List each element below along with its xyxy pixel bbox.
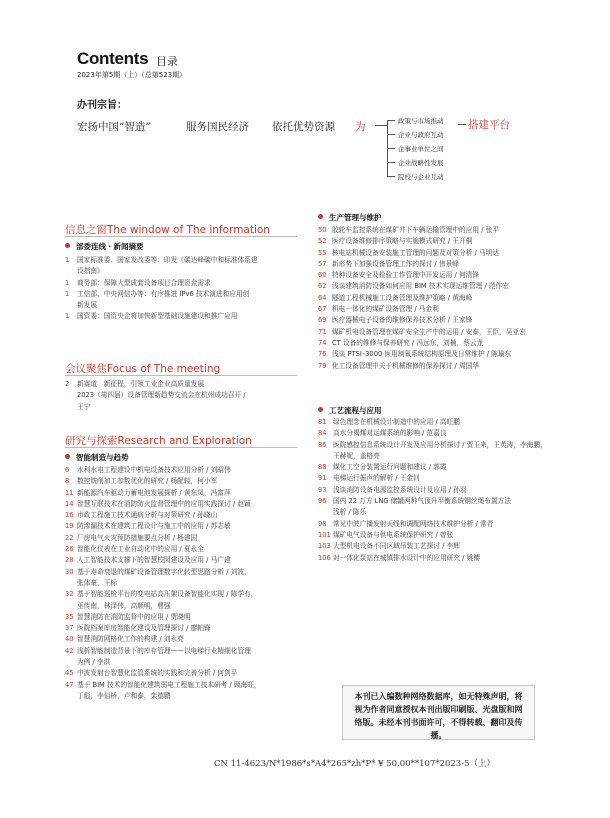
entry-title (77, 567, 251, 590)
entry-title (332, 293, 472, 304)
entry-title-line: 国资委：国资央企将加快新型基础设施建设和推广应用 (77, 312, 238, 321)
page-number: 42 (65, 646, 74, 655)
toc-entry (318, 462, 558, 473)
entry-title (77, 255, 258, 278)
entry-title-line: 浅谈 PTSI–3000 医用制氧系统结构原理及日常维护 / 陈瑜东 (332, 350, 512, 359)
toc-entry (65, 555, 305, 566)
toc-entry (318, 236, 558, 247)
page-number: 8 (65, 477, 70, 486)
entry-title-line: 人工智能技术支撑下的智慧校园建设及应用 / 马广建 (77, 556, 231, 565)
section-heading-info-window: 信息之窗The window of The information (65, 224, 270, 236)
entry-title (77, 379, 246, 413)
toc-entry (318, 338, 558, 349)
toc-entry (65, 289, 297, 312)
entry-title-line: 隧道工程机械施工设备管理及维护策略 / 黄海峰 (332, 293, 473, 302)
entry-title (77, 612, 191, 623)
entry-title (332, 327, 526, 338)
page-number: 14 (65, 499, 74, 508)
entry-title-line: 国内 22 万方 LNG 储罐两种气顶升平衡系统钢丝绳布置方法 (333, 497, 512, 506)
page-number: 86 (318, 440, 327, 449)
entry-title (333, 496, 511, 519)
entry-list-production (318, 225, 558, 372)
motto-1: 宏扬中国“智造” (77, 121, 151, 133)
page-number: 103 (318, 542, 331, 551)
copyright-notice-text: 本刊已入编数种网络数据库，如无特殊声明，将视为作者同意授权本刊出版印刷版、光盘版和网络版。未经本刊书面许可，不得转载、翻印及传播。 (354, 691, 523, 740)
subsection-heading: 生产管理与维护 (318, 212, 382, 223)
page-number: 26 (65, 545, 74, 554)
page-number: 71 (318, 327, 327, 336)
page-number: 106 (318, 553, 331, 562)
entry-title-line: 数控铣削加工参数优化的研究 / 杨配轻，柯小军 (77, 477, 218, 486)
entry-title (333, 541, 460, 552)
toc-entry (318, 304, 558, 315)
toc-entry (65, 668, 305, 679)
toc-entry (65, 465, 305, 476)
toc-entry (65, 499, 305, 510)
entry-title-line: 浅析智能制造背景下的库存管理——以电梯行业精细化管理 (77, 646, 251, 655)
toc-entry (318, 553, 558, 564)
entry-title (333, 462, 447, 473)
entry-title (77, 278, 211, 289)
toc-entry (318, 225, 558, 236)
entry-title (77, 465, 231, 476)
entry-title-line: 新赛道 新征程，引领工业企业高质量发展 (77, 380, 205, 388)
tree-branch (387, 120, 395, 121)
motto-2: 服务国民经济 (186, 121, 249, 133)
entry-title (77, 488, 231, 499)
entry-title (333, 417, 460, 428)
page-number: 1 (65, 312, 70, 321)
entry-title (332, 259, 459, 270)
entry-title (332, 248, 499, 259)
tree-item: 企业战略性发展 (398, 159, 444, 167)
toc-entry (318, 248, 558, 259)
entry-title-line: 常见中波广播发射天线和调配网络技术维护分析 / 常青 (333, 519, 494, 528)
tree-item: 政策与市场推动 (398, 117, 444, 125)
entry-title (332, 349, 511, 360)
toc-entry (65, 544, 305, 555)
page-number: 28 (65, 556, 74, 565)
tree-branch (387, 148, 395, 149)
entry-title-line: 中波发射台智慧化监管系统的实践和完善分析 / 何剑平 (77, 669, 238, 678)
entry-list-process (318, 417, 558, 564)
page-number: 93 (318, 485, 327, 494)
entry-title-line: 新发展 (77, 301, 98, 310)
entry-title (333, 485, 467, 496)
entry-title-line: 机电一体化的煤矿设备管理 / 马金利 (332, 305, 439, 314)
toc-entry (318, 361, 558, 372)
page-number: 62 (318, 282, 327, 291)
entry-title-line: 核电站机械设备安装施工管理的问题及对策分析 / 马明达 (332, 248, 500, 257)
entry-title-line: 水利水电工程建设中机电设备技术应用分析 / 刘昭伟 (77, 466, 231, 474)
entry-title-line: 绿色理念在机械设计制造中的应用 / 高旺鹏 (333, 418, 460, 426)
motto-for: 为 (355, 121, 366, 133)
toc-entry (318, 428, 558, 439)
entry-title (333, 473, 420, 484)
entry-title-line: 王赫妮，盖格亮 (333, 451, 380, 460)
entry-title (77, 289, 249, 312)
bullet-icon (65, 243, 70, 248)
entry-title-line: 基于寿命衰退的煤矿设备管理数字化转型思路分析 / 刘波， (77, 567, 251, 576)
entry-title (77, 476, 217, 487)
entry-title-line: 特种设备安全及检验工作管理中开发运用 / 何清锋 (332, 271, 479, 280)
entry-title (77, 623, 211, 634)
entry-title-line: 新形势下加强设备管理工作的探讨 / 伟景峰 (332, 259, 459, 268)
contents-title: Contents (77, 49, 149, 68)
issue-info: 2023年第5期（上）（总第523期） (77, 71, 187, 79)
entry-title-line: 化工设备管理中关于机械维修的保养探讨 / 周国华 (332, 361, 479, 370)
tree-branch (387, 176, 395, 177)
toc-entry (65, 510, 305, 521)
section-heading-research: 研究与探索Research and Exploration (65, 435, 252, 447)
toc-entry (318, 315, 558, 326)
entry-title (77, 533, 197, 544)
toc-entry (65, 567, 305, 590)
page-number: 64 (318, 293, 327, 302)
entry-title-line: 张体豪，王标 (77, 578, 118, 587)
entry-title (333, 519, 493, 530)
tree-connector-right (458, 124, 466, 125)
page-number: 22 (65, 533, 74, 542)
page-number: 32 (65, 590, 74, 599)
toc-entry (65, 533, 305, 544)
target-text: 搭建平台 (468, 119, 510, 131)
entry-title-line: 浅析 / 陈乐 (333, 508, 367, 517)
entry-title (332, 338, 483, 349)
subsection-heading: 部委连线・新闻摘要 (65, 241, 144, 252)
toc-entry (65, 646, 305, 669)
entry-title (77, 544, 204, 555)
toc-entry (318, 417, 558, 428)
toc-entry (318, 496, 558, 519)
entry-title (332, 270, 479, 281)
entry-title-line: 基于 BIM 技术的智能化建筑弱电工程施工技术研考 / 顾海旺， (77, 680, 261, 689)
entry-title (77, 680, 261, 703)
page-number: 6 (65, 466, 70, 474)
entry-list-research (65, 465, 305, 702)
toc-entry (65, 612, 305, 623)
page-number: 98 (318, 519, 327, 528)
entry-title-line: 对一体化泵站在城镇排水设计中的应用研究 / 姚樱 (333, 553, 480, 562)
entry-list-meeting (65, 379, 297, 413)
entry-title (332, 281, 509, 292)
entry-title (77, 521, 231, 532)
page-number: 37 (65, 624, 74, 633)
motto-3: 依托优势资源 (272, 121, 335, 133)
entry-title-line: 煤矿机电设备管理在煤矿安全生产中的运用 / 安泰，王臣，吴亚宏 (332, 327, 526, 336)
entry-title (332, 361, 479, 372)
page-number: 74 (318, 338, 327, 347)
page-number: 35 (65, 612, 74, 621)
toc-entry (318, 259, 558, 270)
entry-title (77, 555, 231, 566)
toc-entry (318, 270, 558, 281)
entry-title-line: 丁彪，李佰桥，卢和泰，栾德鹏 (77, 691, 171, 700)
entry-title (77, 634, 184, 645)
page-number: 1 (65, 289, 70, 298)
entry-title-line: 商务部：保障大型成套设备项目合理资金需求 (77, 278, 211, 287)
section-rule (65, 236, 297, 237)
entry-title (332, 315, 472, 326)
page-number: 69 (318, 316, 327, 325)
entry-title (333, 553, 480, 564)
tree-item: 企业与政府互动 (398, 131, 444, 139)
entry-title (332, 225, 499, 236)
toc-entry (318, 473, 558, 484)
entry-title-line: 浅谈建筑消防设备如何应用 BIM 技术实现运维管理 / 范作宏 (332, 282, 509, 291)
entry-title-line: 大型机电设备不同区域吊装工艺探讨 / 李辉 (333, 542, 460, 551)
entry-title-line: 王宁 (77, 402, 91, 411)
page-number: 16 (65, 511, 74, 520)
entry-title-line: 医疗设备维修排序策略与实施模式研究 / 王开桐 (332, 237, 473, 246)
entry-title (332, 304, 439, 315)
toc-entry (65, 476, 305, 487)
entry-title-line: 浅谈消防设备电源监控系统设计及应用 / 孙羽 (333, 485, 467, 494)
entry-title-line: 2023（第四届）设备管理新趋势交流会在杭州成功召开 / (77, 391, 246, 400)
entry-title (332, 236, 472, 247)
toc-entry (318, 541, 558, 552)
page-number: 1 (65, 278, 70, 287)
toc-entry (65, 311, 297, 322)
entry-title-line: 智慧消防在消防监督中的应用 / 贾晓明 (77, 612, 191, 621)
bullet-icon (65, 454, 70, 459)
toc-entry (65, 278, 297, 289)
toc-entry (318, 519, 558, 530)
entry-title-line: 煤矿电气设备与供电系统保护研究 / 曾张 (333, 530, 454, 539)
tree-connector (375, 125, 387, 126)
entry-title-line: 工信部、中央网信办等：有序推进 IPv6 技术演进和应用创 (77, 289, 250, 298)
entry-title-line: 智慧互联技术在消防防火监督管理中的应用实践探讨 / 赵颖 (77, 499, 251, 508)
page-number: 81 (318, 418, 327, 426)
bullet-icon (318, 407, 323, 412)
toc-entry (65, 379, 297, 413)
toc-entry (65, 623, 305, 634)
page-number: 79 (318, 361, 327, 370)
tree-branch (387, 162, 395, 163)
entry-title (77, 510, 217, 521)
entry-title-line: 医院感控信息系统设计开发及应用分析探讨 / 贾玉来，王英涛，李海鹏， (333, 440, 547, 449)
page-number: 2 (65, 380, 70, 388)
entry-title-line: 智慧消防网格化工作的构建 / 刘永亮 (77, 635, 184, 644)
toc-entry (318, 281, 558, 292)
entry-title-line: 基于智能巡检平台的变电站高压架设备智能化实现 / 陈学有， (77, 590, 258, 599)
entry-title (77, 589, 257, 612)
entry-title-line: 市政工程施工技术通病分析与对策研究 / 孙晓山 (77, 511, 218, 520)
entry-title-line: CT 设备的维修与保养研究 / 冯远东，刘楠，蔡云龙 (332, 338, 484, 347)
subsection-heading: 智能制造与趋势 (65, 452, 129, 463)
toc-entry (318, 293, 558, 304)
toc-entry (65, 488, 305, 499)
page-number: 11 (65, 488, 74, 497)
toc-entry (318, 349, 558, 360)
entry-title-line: 高水分褐煤对运煤系统的影响 / 范嘉良 (333, 429, 447, 438)
contents-cn-title: 目录 (156, 55, 178, 68)
toc-entry (65, 589, 305, 612)
page-number: 50 (318, 226, 327, 234)
tree-branch (387, 134, 395, 135)
page-number: 40 (65, 635, 74, 644)
entry-title-line: 为例 / 李洪 (77, 658, 111, 667)
page-number: 76 (318, 350, 327, 359)
entry-title (77, 646, 251, 669)
publication-code: CN 11-4623/N*1986*s*A4*265*zh*P* ¥ 50.00**107*2023-5（上） (214, 759, 495, 769)
tree-item: 企事业单位之间 (398, 145, 444, 153)
section-rule (65, 447, 297, 448)
subsection-heading: 工艺流程与应用 (318, 405, 382, 416)
entry-title-line: 煤化工空分装置运行问题和建议 / 郭霞 (333, 463, 447, 472)
page-number: 55 (318, 248, 327, 257)
toc-entry (318, 327, 558, 338)
entry-title (333, 440, 547, 463)
entry-title-line: 设指南》 (77, 267, 104, 276)
entry-title (77, 668, 237, 679)
entry-title-line: 厂房电气火灾预防措施要点分析 / 杨建国 (77, 533, 198, 542)
entry-title-line: 巫传南，林泽伟，高顺明，曹强 (77, 601, 171, 610)
entry-title-line: 胶轮车监控系统在煤矿井下车辆运输管理中的应用 / 张平 (332, 226, 500, 234)
entry-title-line: 智能化仪表在工业自动化中的应用 / 夏永全 (77, 545, 204, 554)
entry-title (333, 428, 447, 439)
page-number: 47 (65, 680, 74, 689)
page-number: 96 (318, 497, 327, 506)
page-number: 60 (318, 271, 327, 280)
page-number: 67 (318, 305, 327, 314)
bullet-icon (318, 214, 323, 219)
page-number: 84 (318, 429, 327, 438)
copyright-notice-box (342, 685, 535, 740)
entry-title-line: 医院档案库房智能化建设及管理探讨 / 廖帕锋 (77, 624, 211, 633)
purpose-label: 办刊宗旨： (77, 100, 127, 111)
entry-title (77, 499, 251, 510)
toc-entry (318, 530, 558, 541)
page-number: 19 (65, 522, 74, 531)
entry-title-line: 医疗器械电子设备的维修保养技术分析 / 王家锋 (332, 316, 473, 325)
toc-entry (65, 255, 297, 278)
entry-title-line: 电梯运行振声的解析 / 王金钊 (333, 474, 420, 483)
toc-entry (318, 440, 558, 463)
entry-title (77, 311, 238, 322)
entry-title-line: 国家标准委、国家发改委等：印发《碳达峰碳中和标准体系建 (77, 256, 258, 264)
page-number: 91 (318, 474, 327, 483)
entry-title-line: 防渗漏技术在建筑工程设计与施工中的应用 / 苏志敏 (77, 522, 231, 531)
entry-title (333, 530, 453, 541)
toc-entry (318, 485, 558, 496)
toc-entry (65, 634, 305, 645)
toc-entry (65, 680, 305, 703)
entry-list-info (65, 255, 297, 323)
section-heading-meeting: 会议聚焦Focus of The meeting (65, 363, 221, 375)
entry-title-line: 新能源汽车驱动力蓄电池发展探析 / 黄东凤，冯富萍 (77, 488, 231, 497)
page-number: 57 (318, 259, 327, 268)
tree-item: 院校与企业互动 (398, 173, 444, 181)
page-number: 52 (318, 237, 327, 246)
page-number: 1 (65, 256, 70, 264)
page-number: 88 (318, 463, 327, 472)
page-number: 45 (65, 669, 74, 678)
toc-entry (65, 521, 305, 532)
page-number: 30 (65, 567, 74, 576)
page-number: 101 (318, 530, 331, 539)
section-rule (65, 375, 297, 376)
